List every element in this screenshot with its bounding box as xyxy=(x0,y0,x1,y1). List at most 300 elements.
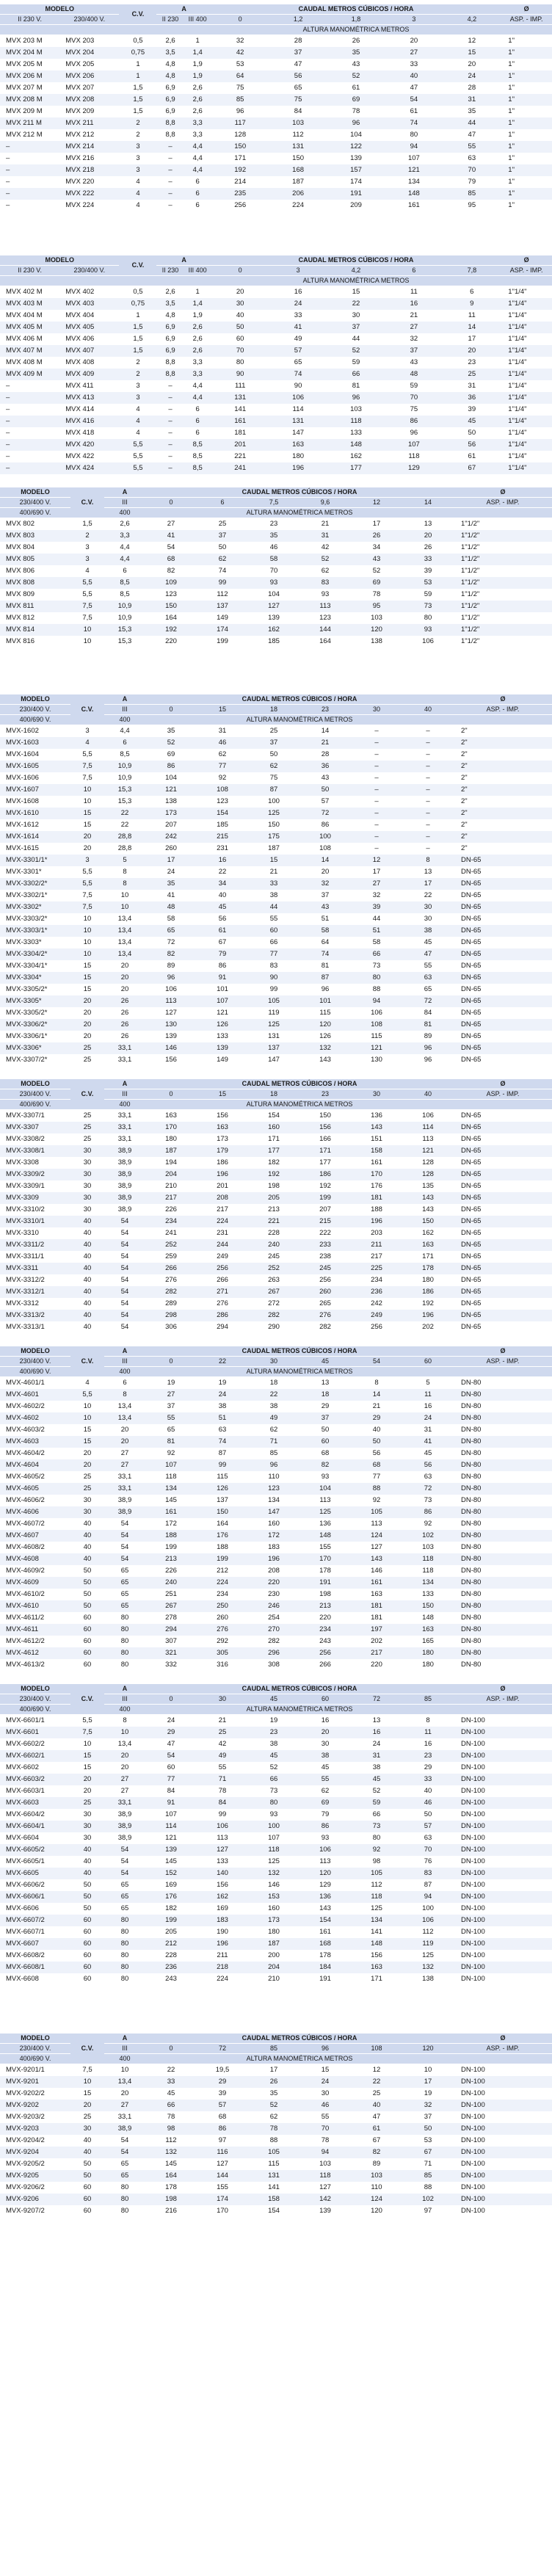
table-row xyxy=(0,1856,552,1868)
value-cell: 171 xyxy=(351,1973,402,1985)
table-row xyxy=(0,1518,552,1530)
value-cell: DN-65 xyxy=(454,1310,552,1321)
flow-value-header: 85 xyxy=(248,2044,299,2054)
value-cell: 93 xyxy=(248,577,299,589)
model-cell: MVX-6604/2 xyxy=(0,1809,70,1821)
value-cell: 65 xyxy=(104,2158,145,2170)
value-cell: 173 xyxy=(145,808,197,819)
model-cell: MVX 403 M xyxy=(0,298,59,310)
table-row xyxy=(0,416,552,427)
value-cell: 83 xyxy=(248,960,299,972)
value-cell: 55 xyxy=(443,141,501,153)
cv-header: C.V. xyxy=(70,487,104,518)
section-gap xyxy=(0,211,552,255)
value-cell: 23 xyxy=(248,518,299,531)
value-cell: 178 xyxy=(145,2182,197,2194)
value-cell: 120 xyxy=(351,2205,402,2217)
header-spacer xyxy=(156,276,184,286)
value-cell: 125 xyxy=(351,1903,402,1915)
value-cell: 52 xyxy=(248,2100,299,2111)
model-cell: MVX-6605/2 xyxy=(0,1844,70,1856)
flow-value-header: 23 xyxy=(299,705,351,715)
value-cell: 37 xyxy=(248,737,299,749)
outlet-subheader: ASP. - IMP. xyxy=(454,2044,552,2054)
value-cell: 10 xyxy=(104,1727,145,1738)
value-cell: DN-80 xyxy=(454,1377,552,1390)
model-cell: MVX-4609/2 xyxy=(0,1565,70,1577)
model-cell: MVX-6606/1 xyxy=(0,1891,70,1903)
table-row xyxy=(0,1019,552,1031)
value-cell: 112 xyxy=(351,1879,402,1891)
value-cell: 242 xyxy=(145,831,197,843)
value-cell: 180 xyxy=(269,451,327,462)
value-cell: 21 xyxy=(299,518,351,531)
value-cell: DN-65 xyxy=(454,1157,552,1169)
value-cell: DN-80 xyxy=(454,1401,552,1412)
value-cell: 71 xyxy=(248,1436,299,1448)
value-cell: 75 xyxy=(248,772,299,784)
value-cell: 37 xyxy=(299,890,351,901)
model-cell: MVX-4607 xyxy=(0,1530,70,1542)
value-cell: 131 xyxy=(248,1031,299,1042)
model-cell: MVX-3310 xyxy=(0,1227,70,1239)
value-cell: 74 xyxy=(269,369,327,380)
value-cell: 6 xyxy=(104,1377,145,1390)
value-cell: 143 xyxy=(299,1903,351,1915)
model-subheader: 400/690 V. xyxy=(0,508,70,518)
value-cell: 25 xyxy=(70,1054,104,1066)
value-cell: 40 xyxy=(211,310,269,322)
value-cell: 236 xyxy=(351,1286,402,1298)
value-cell: 13,4 xyxy=(104,925,145,937)
model-cell: MVX-3307 xyxy=(0,1122,70,1133)
table-row xyxy=(0,1227,552,1239)
value-cell: 2 xyxy=(119,369,156,380)
value-cell: 63 xyxy=(197,1424,248,1436)
value-cell: DN-100 xyxy=(454,1891,552,1903)
spec-table-mvx400 xyxy=(0,255,552,474)
model-subheader: 400/690 V. xyxy=(0,1367,70,1377)
value-cell: 55 xyxy=(299,1774,351,1785)
value-cell: 54 xyxy=(104,1553,145,1565)
value-cell: 15 xyxy=(443,47,501,59)
value-cell: 15 xyxy=(70,819,104,831)
value-cell: 22 xyxy=(402,890,454,901)
table-row xyxy=(0,1926,552,1938)
value-cell: 65 xyxy=(104,1577,145,1589)
value-cell: 69 xyxy=(145,749,197,761)
value-cell: 150 xyxy=(402,1216,454,1227)
value-cell: 118 xyxy=(145,1471,197,1483)
value-cell: 192 xyxy=(402,1298,454,1310)
value-cell: 80 xyxy=(104,1962,145,1973)
value-cell: 49 xyxy=(197,1750,248,1762)
value-cell: 84 xyxy=(269,106,327,117)
value-cell: 68 xyxy=(145,554,197,565)
value-cell: 158 xyxy=(248,2194,299,2205)
value-cell: 60 xyxy=(70,2182,104,2194)
value-cell: 4 xyxy=(119,404,156,416)
model-cell: MVX-3311 xyxy=(0,1263,70,1274)
value-cell: 45 xyxy=(145,2088,197,2100)
value-cell: – xyxy=(402,737,454,749)
value-cell: 49 xyxy=(248,1412,299,1424)
table-row xyxy=(0,1565,552,1577)
value-cell: 141 xyxy=(351,1926,402,1938)
model-cell: MVX 212 xyxy=(59,129,119,141)
value-cell: 58 xyxy=(248,554,299,565)
model-cell: MVX-4603/2 xyxy=(0,1424,70,1436)
value-cell: 40 xyxy=(351,1424,402,1436)
value-cell: 146 xyxy=(145,1042,197,1054)
table-row xyxy=(0,1274,552,1286)
spec-table-mvx1600 xyxy=(0,694,552,1066)
value-cell: 194 xyxy=(145,1157,197,1169)
value-cell: 87 xyxy=(402,1879,454,1891)
value-cell: 22 xyxy=(327,298,385,310)
value-cell: 332 xyxy=(145,1659,197,1671)
table-row xyxy=(0,1915,552,1926)
value-cell: 86 xyxy=(197,960,248,972)
value-cell: 2,6 xyxy=(184,333,211,345)
value-cell: 102 xyxy=(402,1530,454,1542)
value-cell: 143 xyxy=(351,1122,402,1133)
value-cell: 33,1 xyxy=(104,1483,145,1495)
value-cell: 15 xyxy=(70,808,104,819)
table-row xyxy=(0,1785,552,1797)
model-cell: MVX-9201/1 xyxy=(0,2064,70,2077)
value-cell: 56 xyxy=(269,70,327,82)
value-cell: 289 xyxy=(145,1298,197,1310)
value-cell: 119 xyxy=(402,1938,454,1950)
value-cell: 6,9 xyxy=(156,106,184,117)
value-cell: 113 xyxy=(145,995,197,1007)
value-cell: 41 xyxy=(402,1436,454,1448)
value-cell: 99 xyxy=(197,577,248,589)
value-cell: 127 xyxy=(248,601,299,612)
value-cell: 180 xyxy=(402,1659,454,1671)
amp-subheader: III xyxy=(104,705,145,715)
model-cell: – xyxy=(0,416,59,427)
header-spacer xyxy=(454,1367,552,1377)
value-cell: 139 xyxy=(327,153,385,164)
value-cell: 20 xyxy=(70,2100,104,2111)
model-cell: MVX-6605 xyxy=(0,1868,70,1879)
model-header: MODELO xyxy=(0,694,70,705)
value-cell: 105 xyxy=(351,1868,402,1879)
value-cell: 153 xyxy=(248,1891,299,1903)
value-cell: DN-100 xyxy=(454,1832,552,1844)
value-cell: 34 xyxy=(351,542,402,554)
value-cell: 242 xyxy=(351,1298,402,1310)
value-cell: 72 xyxy=(299,808,351,819)
value-cell: 114 xyxy=(402,1122,454,1133)
value-cell: 7,5 xyxy=(70,612,104,624)
value-cell: 96 xyxy=(385,427,443,439)
table-row xyxy=(0,855,552,866)
outlet-subheader: ASP. - IMP. xyxy=(501,15,552,25)
value-cell: – xyxy=(156,404,184,416)
value-cell: 155 xyxy=(299,1542,351,1553)
value-cell: DN-100 xyxy=(454,1844,552,1856)
value-cell: 226 xyxy=(145,1204,197,1216)
flow-value-header: 0 xyxy=(145,2044,197,2054)
value-cell: 37 xyxy=(269,47,327,59)
value-cell: 53 xyxy=(402,2135,454,2147)
value-cell: 163 xyxy=(145,1110,197,1122)
model-cell: MVX-1604 xyxy=(0,749,70,761)
value-cell: 298 xyxy=(145,1310,197,1321)
model-cell: MVX 208 xyxy=(59,94,119,106)
value-cell: 10 xyxy=(70,913,104,925)
outlet-header: Ø xyxy=(454,694,552,705)
value-cell: 76 xyxy=(402,1856,454,1868)
cv-header: C.V. xyxy=(119,4,156,25)
value-cell: 42 xyxy=(211,47,269,59)
value-cell: 39 xyxy=(443,404,501,416)
value-cell: 88 xyxy=(351,984,402,995)
value-cell: 13,4 xyxy=(104,913,145,925)
value-cell: 131 xyxy=(269,416,327,427)
value-cell: 38,9 xyxy=(104,1180,145,1192)
value-cell: 178 xyxy=(299,1565,351,1577)
value-cell: DN-65 xyxy=(454,1286,552,1298)
amp-header: A xyxy=(156,4,211,15)
value-cell: 5 xyxy=(104,855,145,866)
table-row xyxy=(0,984,552,995)
value-cell: 10 xyxy=(104,2064,145,2077)
table-row xyxy=(0,1042,552,1054)
value-cell: 134 xyxy=(145,1483,197,1495)
value-cell: 2 xyxy=(70,530,104,542)
value-cell: 1"1/2" xyxy=(454,589,552,601)
value-cell: 38,9 xyxy=(104,1204,145,1216)
value-cell: 2" xyxy=(454,725,552,738)
value-cell: 75 xyxy=(385,404,443,416)
value-cell: 8 xyxy=(104,878,145,890)
flow-value-header: 3 xyxy=(385,15,443,25)
value-cell: 123 xyxy=(299,612,351,624)
value-cell: 137 xyxy=(248,1042,299,1054)
table-row xyxy=(0,1624,552,1636)
value-cell: 2,6 xyxy=(184,322,211,333)
value-cell: 70 xyxy=(402,1844,454,1856)
outlet-header: Ø xyxy=(454,2033,552,2044)
value-cell: 70 xyxy=(299,2123,351,2135)
value-cell: 13 xyxy=(351,1715,402,1727)
value-cell: 50 xyxy=(70,1891,104,1903)
value-cell: 40 xyxy=(385,70,443,82)
value-cell: 214 xyxy=(211,176,269,188)
model-cell: – xyxy=(0,462,59,474)
value-cell: 49 xyxy=(269,333,327,345)
table-row xyxy=(0,1832,552,1844)
model-cell: MVX-3302* xyxy=(0,901,70,913)
value-cell: DN-80 xyxy=(454,1436,552,1448)
section-gap xyxy=(0,1066,552,1079)
model-cell: MVX 204 xyxy=(59,47,119,59)
header-spacer xyxy=(501,276,552,286)
value-cell: 3 xyxy=(119,380,156,392)
value-cell: 23 xyxy=(402,1750,454,1762)
value-cell: 256 xyxy=(299,1274,351,1286)
value-cell: 45 xyxy=(443,416,501,427)
value-cell: 4,8 xyxy=(156,70,184,82)
table-row xyxy=(0,1007,552,1019)
value-cell: 87 xyxy=(197,1448,248,1459)
table-row xyxy=(0,530,552,542)
value-cell: 241 xyxy=(145,1227,197,1239)
header-spacer xyxy=(454,1100,552,1110)
value-cell: – xyxy=(156,462,184,474)
value-cell: 163 xyxy=(197,1122,248,1133)
model-cell: MVX-6603/1 xyxy=(0,1785,70,1797)
value-cell: 150 xyxy=(197,1506,248,1518)
value-cell: 60 xyxy=(145,1762,197,1774)
value-cell: 156 xyxy=(197,1110,248,1122)
value-cell: 22 xyxy=(145,2064,197,2077)
value-cell: 24 xyxy=(145,1715,197,1727)
value-cell: 170 xyxy=(299,1553,351,1565)
cv-header: C.V. xyxy=(70,2033,104,2064)
value-cell: 13,4 xyxy=(104,937,145,948)
value-cell: 3 xyxy=(119,153,156,164)
value-cell: 97 xyxy=(402,2205,454,2217)
value-cell: 33 xyxy=(145,2076,197,2088)
value-cell: 30 xyxy=(70,1495,104,1506)
outlet-header: Ø xyxy=(454,487,552,498)
value-cell: 134 xyxy=(351,1915,402,1926)
value-cell: 21 xyxy=(299,737,351,749)
value-cell: 154 xyxy=(248,2205,299,2217)
value-cell: 1 xyxy=(184,286,211,299)
cv-header: C.V. xyxy=(70,1079,104,1110)
value-cell: 13,4 xyxy=(104,2076,145,2088)
value-cell: 67 xyxy=(351,2135,402,2147)
value-cell: 2" xyxy=(454,761,552,772)
value-cell: 5,5 xyxy=(70,749,104,761)
value-cell: 3 xyxy=(119,164,156,176)
value-cell: 245 xyxy=(248,1251,299,1263)
amp-header: A xyxy=(104,1346,145,1357)
value-cell: 2,6 xyxy=(184,106,211,117)
value-cell: 1"1/4" xyxy=(501,439,552,451)
model-cell: MVX 402 M xyxy=(0,286,59,299)
value-cell: 41 xyxy=(145,890,197,901)
value-cell: 52 xyxy=(327,345,385,357)
value-cell: 79 xyxy=(299,1809,351,1821)
table-row xyxy=(0,1891,552,1903)
model-cell: MVX 408 xyxy=(59,357,119,369)
value-cell: 33,1 xyxy=(104,1042,145,1054)
value-cell: 196 xyxy=(402,1310,454,1321)
value-cell: 243 xyxy=(145,1973,197,1985)
head-label: ALTURA MANOMÉTRICA METROS xyxy=(211,25,501,35)
table-row xyxy=(0,1263,552,1274)
value-cell: 6 xyxy=(104,565,145,577)
value-cell: 1"1/2" xyxy=(454,624,552,636)
table-row xyxy=(0,1054,552,1066)
value-cell: 37 xyxy=(145,1401,197,1412)
model-cell: MVX-3306* xyxy=(0,1042,70,1054)
value-cell: 25 xyxy=(248,725,299,738)
value-cell: 2 xyxy=(119,129,156,141)
value-cell: – xyxy=(156,392,184,404)
value-cell: 8 xyxy=(351,1377,402,1390)
model-cell: MVX-3305* xyxy=(0,995,70,1007)
model-cell: MVX 413 xyxy=(59,392,119,404)
value-cell: 154 xyxy=(248,1110,299,1122)
value-cell: 46 xyxy=(402,1797,454,1809)
table-row xyxy=(0,601,552,612)
value-cell: 131 xyxy=(269,141,327,153)
value-cell: 71 xyxy=(197,1774,248,1785)
value-cell: 180 xyxy=(402,1274,454,1286)
value-cell: 1"1/4" xyxy=(501,392,552,404)
value-cell: 108 xyxy=(299,843,351,855)
table-row xyxy=(0,47,552,59)
flow-header: CAUDAL METROS CÚBICOS / HORA xyxy=(145,694,454,705)
model-cell: MVX-9207/2 xyxy=(0,2205,70,2217)
outlet-header: Ø xyxy=(454,1684,552,1694)
value-cell: 38 xyxy=(402,925,454,937)
value-cell: 8,5 xyxy=(104,589,145,601)
value-cell: 33,1 xyxy=(104,1110,145,1122)
value-cell: DN-80 xyxy=(454,1471,552,1483)
value-cell: 137 xyxy=(197,1495,248,1506)
value-cell: DN-80 xyxy=(454,1624,552,1636)
flow-value-header: 0 xyxy=(211,266,269,276)
value-cell: 54 xyxy=(104,1251,145,1263)
value-cell: 32 xyxy=(402,2100,454,2111)
value-cell: 185 xyxy=(197,819,248,831)
table-row xyxy=(0,333,552,345)
value-cell: 1"1/2" xyxy=(454,577,552,589)
value-cell: 198 xyxy=(248,1180,299,1192)
value-cell: 136 xyxy=(299,1891,351,1903)
table-row xyxy=(0,1239,552,1251)
value-cell: 20 xyxy=(299,1727,351,1738)
value-cell: 150 xyxy=(299,1110,351,1122)
value-cell: 220 xyxy=(145,636,197,647)
model-cell: MVX-6601 xyxy=(0,1727,70,1738)
value-cell: 31 xyxy=(197,725,248,738)
value-cell: 1,5 xyxy=(119,82,156,94)
value-cell: 33,1 xyxy=(104,1797,145,1809)
outlet-header: Ø xyxy=(454,1346,552,1357)
value-cell: 174 xyxy=(197,2194,248,2205)
value-cell: 52 xyxy=(351,565,402,577)
value-cell: 180 xyxy=(145,1133,197,1145)
value-cell: 105 xyxy=(351,1506,402,1518)
value-cell: – xyxy=(402,749,454,761)
value-cell: 113 xyxy=(351,1518,402,1530)
section-gap xyxy=(0,1333,552,1346)
value-cell: DN-100 xyxy=(454,2100,552,2111)
value-cell: 186 xyxy=(402,1286,454,1298)
value-cell: 224 xyxy=(197,1973,248,1985)
table-row xyxy=(0,1122,552,1133)
value-cell: 30 xyxy=(402,901,454,913)
value-cell: 2" xyxy=(454,784,552,796)
value-cell: 39 xyxy=(402,565,454,577)
value-cell: 2,6 xyxy=(104,518,145,531)
value-cell: 10 xyxy=(402,2064,454,2077)
value-cell: 124 xyxy=(351,2194,402,2205)
value-cell: 241 xyxy=(211,462,269,474)
model-cell: MVX-6608 xyxy=(0,1973,70,1985)
value-cell: 160 xyxy=(248,1903,299,1915)
